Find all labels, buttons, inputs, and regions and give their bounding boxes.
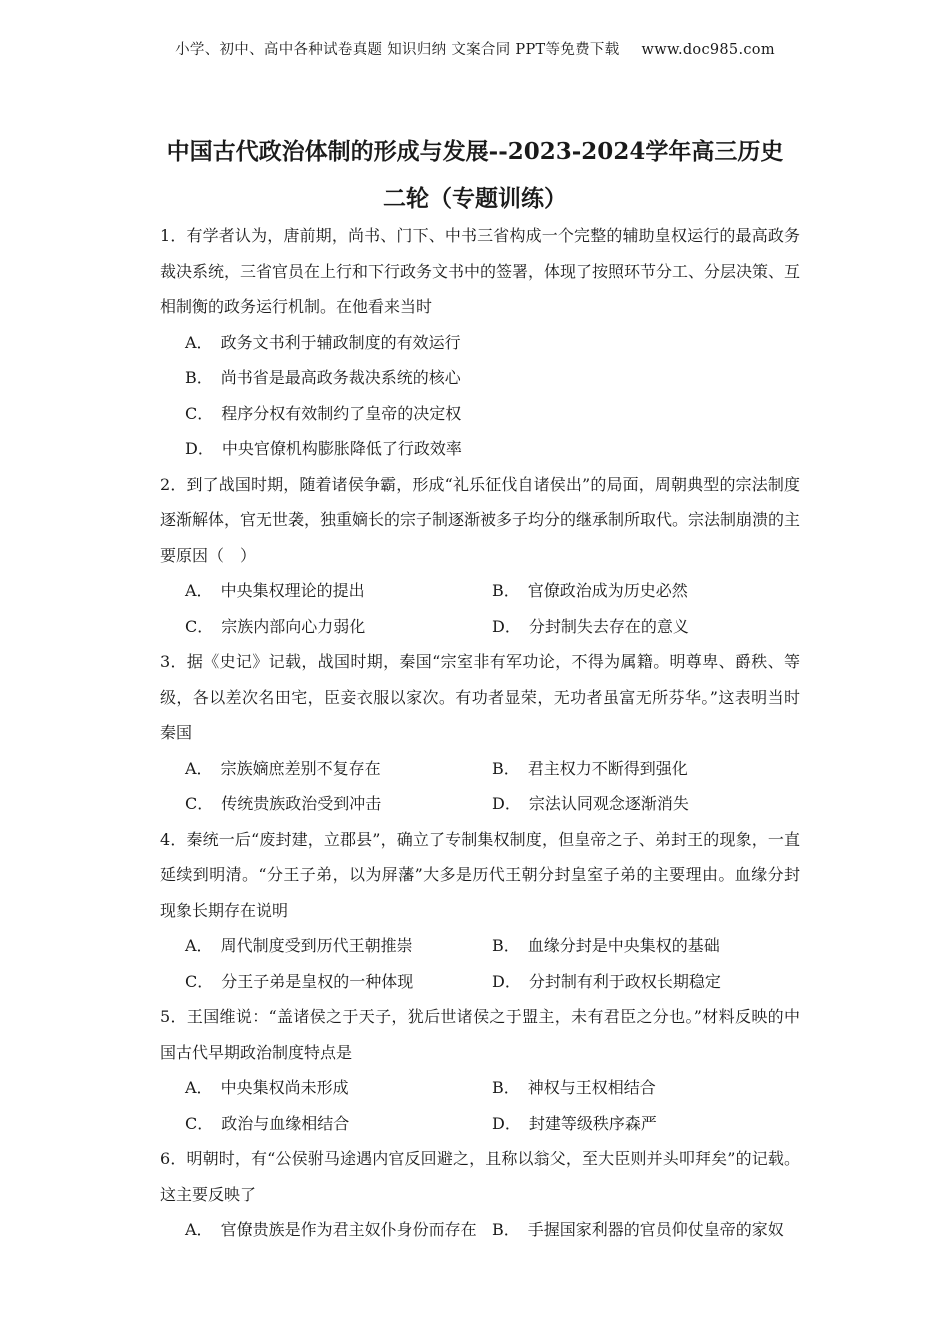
option-d — [492, 1106, 657, 1142]
question-6 — [160, 1141, 800, 1248]
option-letter: B． — [185, 368, 213, 387]
option-text: 中央集权尚未形成 — [220, 1078, 349, 1097]
option-text: 程序分权有效制约了皇帝的决定权 — [221, 403, 462, 423]
option-text: 政治与血缘相结合 — [221, 1113, 350, 1133]
page-header — [0, 38, 950, 59]
question-5 — [160, 999, 800, 1141]
options — [160, 1070, 800, 1141]
option-letter: C． — [185, 1113, 214, 1133]
question-stem: 5．王国维说：“盖诸侯之于天子，犹后世诸侯之于盟主，未有君臣之分也。”材料反映的中国古代早期政治制度特点是 — [160, 1007, 800, 1062]
option-letter: C． — [185, 794, 214, 813]
option-letter: C． — [185, 971, 214, 991]
option-text: 血缘分封是中央集权的基础 — [527, 936, 720, 955]
option-letter: D． — [492, 794, 521, 813]
option-letter: D． — [492, 1113, 521, 1133]
option-b — [492, 751, 688, 787]
question-4 — [160, 822, 800, 1000]
option-a — [185, 1212, 492, 1248]
option-text: 中央集权理论的提出 — [220, 581, 365, 600]
header-site-link[interactable]: www.doc985.com — [641, 42, 775, 58]
document-title-line-1: 中国古代政治体制的形成与发展--2023-2024学年高三历史 — [166, 138, 784, 165]
option-letter: B． — [492, 758, 520, 778]
option-a — [185, 573, 492, 609]
option-text: 分封制失去存在的意义 — [528, 616, 689, 636]
options — [160, 928, 800, 999]
question-3 — [160, 644, 800, 822]
option-letter: B． — [492, 1078, 520, 1097]
options — [160, 1212, 800, 1248]
option-text: 手握国家利器的官员仰仗皇帝的家奴 — [527, 1220, 784, 1239]
option-b — [492, 1070, 656, 1106]
option-a — [185, 325, 461, 361]
option-text: 君主权力不断得到强化 — [527, 758, 688, 778]
option-letter: A． — [185, 1078, 213, 1097]
option-text: 周代制度受到历代王朝推崇 — [220, 936, 413, 955]
option-d — [492, 609, 689, 645]
option-b — [492, 1212, 784, 1248]
option-d — [492, 786, 689, 822]
option-a — [185, 751, 492, 787]
option-letter: A． — [185, 758, 213, 778]
option-text: 传统贵族政治受到冲击 — [221, 794, 382, 813]
option-letter: B． — [492, 1220, 520, 1239]
option-c — [185, 609, 492, 645]
option-letter: C． — [185, 616, 214, 636]
option-c — [185, 964, 492, 1000]
question-stem: 4．秦统一后“废封建，立郡县”，确立了专制集权制度，但皇帝之子、弟封王的现象，一直延续到明清。“分王子弟，以为屏藩”大多是历代王朝分封皇室子弟的主要理由。血缘分封现象长期存在说明 — [160, 829, 800, 920]
option-text: 封建等级秩序森严 — [528, 1113, 657, 1133]
option-letter: A． — [185, 936, 213, 955]
option-text: 官僚贵族是作为君主奴仆身份而存在 — [220, 1220, 477, 1239]
option-letter: B． — [492, 936, 520, 955]
option-b — [492, 928, 720, 964]
question-2 — [160, 467, 800, 645]
option-text: 神权与王权相结合 — [527, 1078, 656, 1097]
option-text: 分封制有利于政权长期稳定 — [528, 971, 721, 991]
option-text: 尚书省是最高政务裁决系统的核心 — [220, 368, 461, 387]
option-letter: A． — [185, 581, 213, 600]
options — [160, 573, 800, 644]
option-letter: D． — [492, 616, 521, 636]
option-a — [185, 928, 492, 964]
option-d — [185, 431, 462, 467]
option-text: 分王子弟是皇权的一种体现 — [221, 971, 414, 991]
option-text: 中央官僚机构膨胀降低了行政效率 — [221, 439, 462, 458]
header-text: 小学、初中、高中各种试卷真题 知识归纳 文案合同 PPT等免费下载 — [175, 42, 620, 58]
option-a — [185, 1070, 492, 1106]
option-b — [185, 360, 461, 396]
question-list — [160, 218, 800, 1248]
question-stem: 3．据《史记》记载，战国时期，秦国“宗室非有军功论，不得为属籍。明尊卑、爵秩、等级，各以差次名田宅，臣妾衣服以家次。有功者显荣，无功者虽富无所芬华。”这表明当时秦国 — [160, 652, 800, 742]
option-c — [185, 786, 492, 822]
option-letter: B． — [492, 581, 520, 600]
option-d — [492, 964, 721, 1000]
options — [160, 325, 800, 467]
question-1 — [160, 218, 800, 467]
question-stem: 2．到了战国时期，随着诸侯争霸，形成“礼乐征伐自诸侯出”的局面，周朝典型的宗法制度逐渐解体，官无世袭，独重嫡长的宗子制逐渐被多子均分的继承制所取代。宗法制崩溃的主要原因（ ） — [160, 474, 801, 565]
options — [160, 751, 800, 822]
option-text: 宗族内部向心力弱化 — [221, 616, 366, 636]
option-text: 官僚政治成为历史必然 — [527, 581, 688, 600]
option-letter: A． — [185, 332, 213, 352]
option-text: 宗族嫡庶差别不复存在 — [220, 758, 381, 778]
option-letter: C． — [185, 403, 214, 423]
option-text: 政务文书利于辅政制度的有效运行 — [220, 332, 461, 352]
option-letter: A． — [185, 1220, 213, 1239]
question-stem: 1．有学者认为，唐前期，尚书、门下、中书三省构成一个完整的辅助皇权运行的最高政务裁决系统，三省官员在上行和下行政务文书中的签署，体现了按照环节分工、分层决策、互相制衡的政务运行机制。在他看来当时 — [160, 226, 801, 316]
option-b — [492, 573, 688, 609]
question-stem: 6．明朝时，有“公侯驸马途遇内官反回避之，且称以翁父，至大臣则并头叩拜矣”的记载。这主要反映了 — [160, 1149, 800, 1204]
option-c — [185, 1106, 492, 1142]
option-letter: D． — [185, 439, 214, 458]
option-text: 宗法认同观念逐渐消失 — [528, 794, 689, 813]
document-title-line-2: 二轮（专题训练） — [383, 185, 567, 212]
option-letter: D． — [492, 971, 521, 991]
option-c — [185, 396, 461, 432]
